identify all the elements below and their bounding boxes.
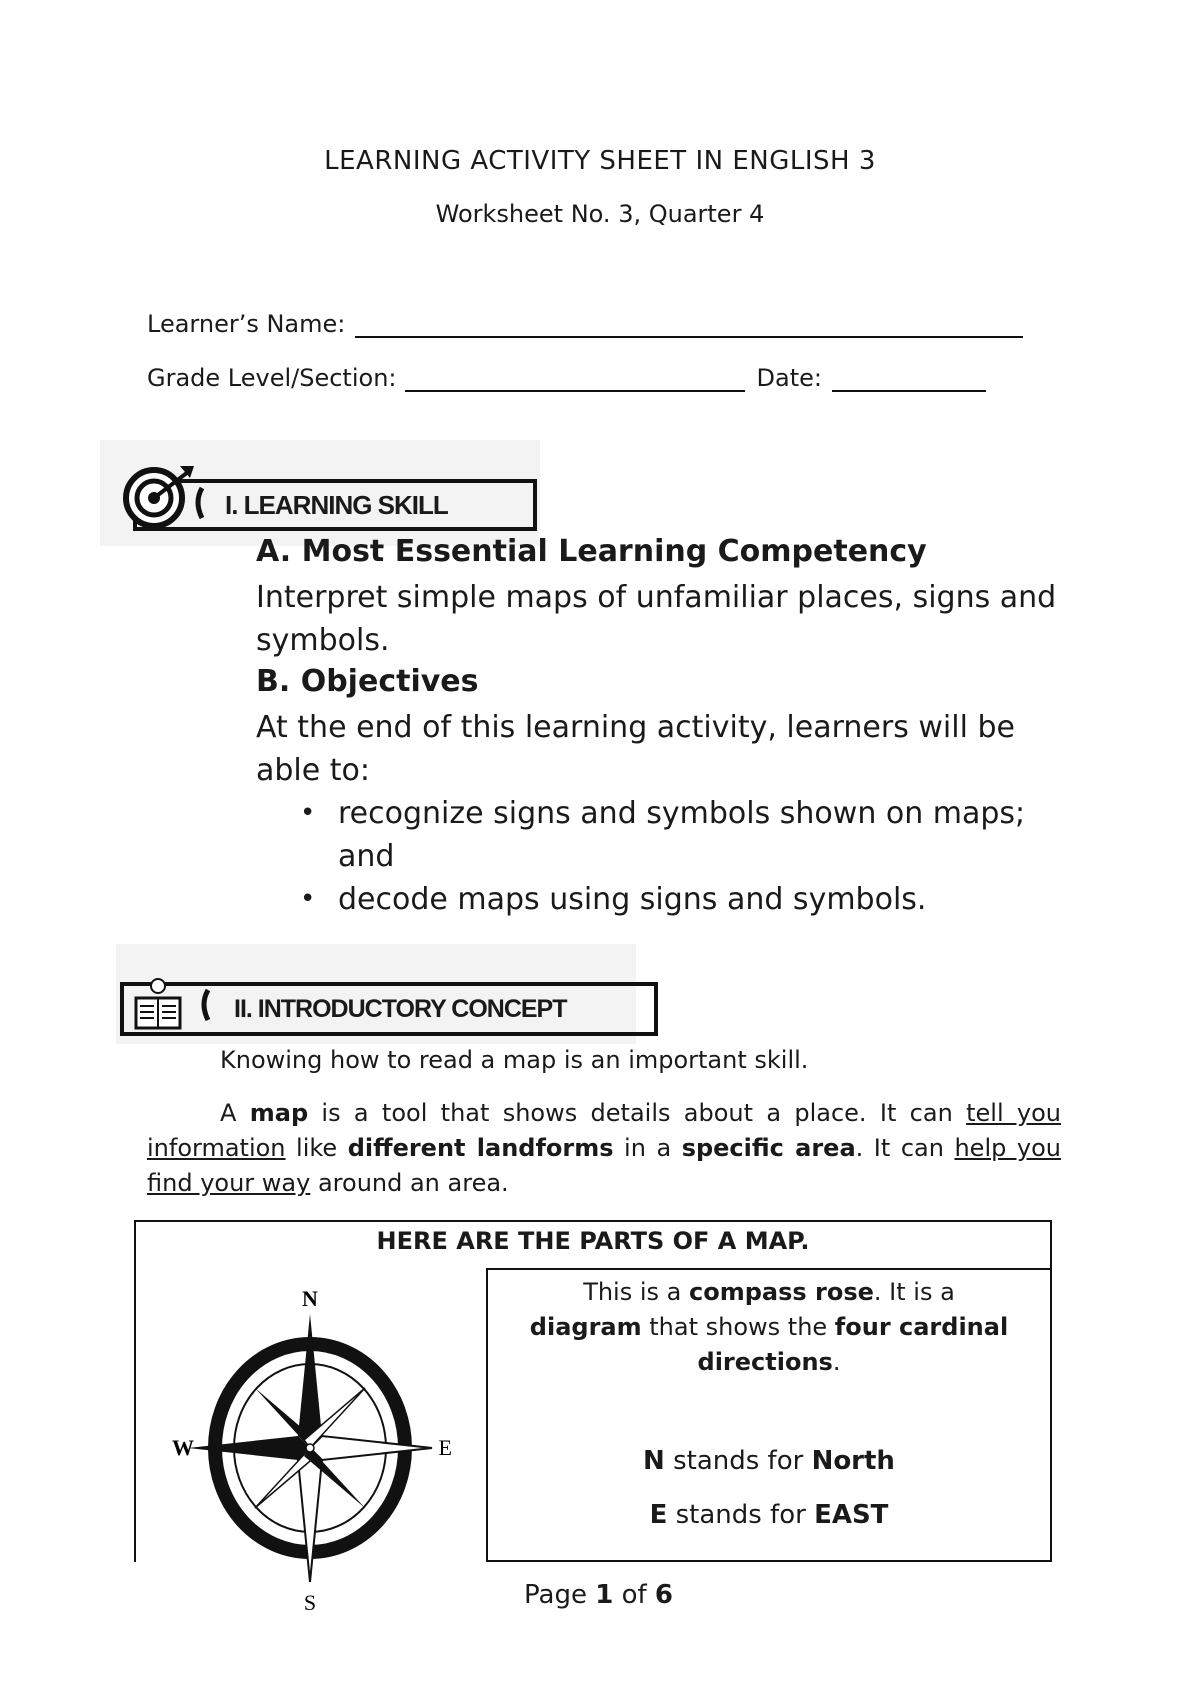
objectives-heading: B. Objectives [256,664,479,699]
learner-name-label: Learner’s Name: [147,310,346,338]
melc-text: Interpret simple maps of unfamiliar places, signs and symbols. [256,580,1057,658]
table-left-border [134,1266,136,1562]
date-field[interactable] [832,364,986,392]
date-label: Date: [756,364,822,392]
section2-heading: II. INTRODUCTORY CONCEPT [234,994,567,1023]
east-definition: E stands for EAST [649,1500,889,1530]
objectives-intro: At the end of this learning activity, learners will be able to: [256,710,1015,788]
target-icon [118,462,218,532]
objectives-list [256,792,1056,921]
page-title: LEARNING ACTIVITY SHEET IN ENGLISH 3 [324,146,876,176]
worksheet-subtitle: Worksheet No. 3, Quarter 4 [435,200,765,228]
book-lightbulb-icon [130,976,220,1036]
list-item: • decode maps using signs and symbols. [256,878,1056,921]
grade-date-row [147,364,986,392]
compass-description: This is a compass rose. It is a diagram that shows the four cardinal directions. [529,1278,1009,1376]
compass-w-label: W [172,1435,194,1460]
intro-paragraph-2: A map is a tool that shows details about a place. It can tell you information like different landforms in a specific area. It can help you find your way around an area. [147,1099,1062,1197]
north-definition: N stands for North [643,1446,895,1476]
compass-n-label: N [302,1286,318,1311]
melc-heading: A. Most Essential Learning Competency [256,534,927,569]
map-parts-heading: HERE ARE THE PARTS OF A MAP. [376,1227,810,1255]
section1-heading: I. LEARNING SKILL [225,489,448,520]
compass-s-label: S [303,1590,317,1610]
map-parts-header-cell [134,1220,1052,1268]
page-number: Page 1 of 6 [524,1580,673,1610]
grade-section-label: Grade Level/Section: [147,364,397,392]
compass-e-label: E [438,1435,452,1460]
list-item: • recognize signs and symbols shown on maps; and [256,792,1056,878]
grade-section-field[interactable] [405,364,745,392]
learner-name-row [147,310,1023,338]
intro-paragraph-1: Knowing how to read a map is an important skill. [220,1046,809,1074]
learner-name-field[interactable] [355,310,1023,338]
table-divider [486,1268,1052,1270]
compass-rose-icon [160,1280,460,1610]
